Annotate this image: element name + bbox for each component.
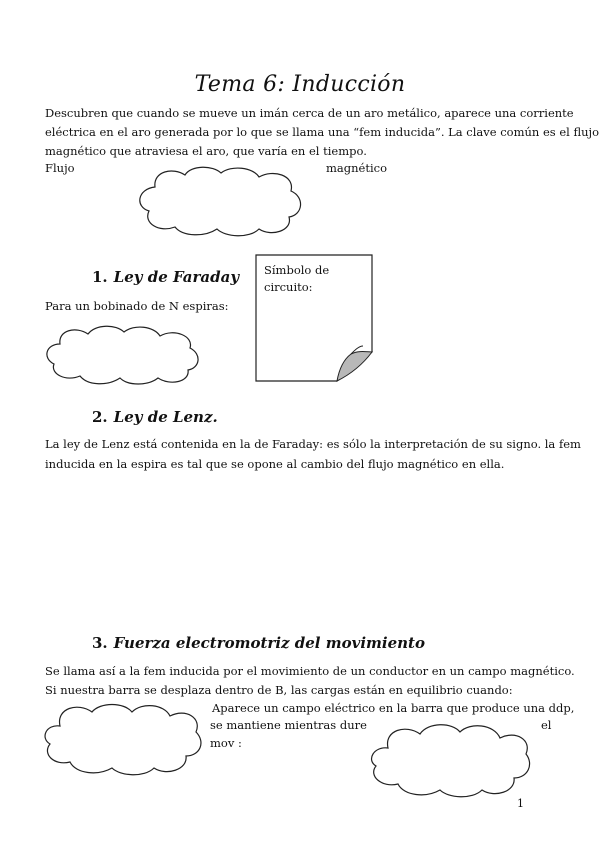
section-3-line-4a: se mantiene mientras dure <box>210 718 367 732</box>
flujo-label: Flujo <box>45 161 75 175</box>
section-1-text: Para un bobinado de N espiras: <box>45 299 229 313</box>
intro-line-3: magnético que atraviesa el aro, que varía en el tiempo. <box>45 144 367 158</box>
section-3-number: 3. <box>92 634 108 652</box>
section-3-line-5: mov : <box>210 736 242 750</box>
section-2-line-1: La ley de Lenz está contenida en la de Faraday: es sólo la interpretación de su signo. la fem <box>45 437 581 451</box>
section-2-title: Ley de Lenz. <box>113 408 218 426</box>
motion-left-cloud-shape <box>40 700 204 778</box>
page-number: 1 <box>517 797 524 810</box>
section-3-line-1: Se llama así a la fem inducida por el movimiento de un conductor en un campo magnético. <box>45 664 575 678</box>
note-line-1: Símbolo de <box>264 263 330 277</box>
section-3-title: Fuerza electromotriz del movimiento <box>113 634 425 652</box>
section-1-number: 1. <box>92 268 108 286</box>
flux-cloud-shape <box>133 163 309 239</box>
intro-line-1: Descubren que cuando se mueve un imán cerca de un aro metálico, aparece una corriente <box>45 106 574 120</box>
section-3-heading <box>92 634 425 652</box>
magnetico-label: magnético <box>326 161 387 175</box>
section-1-title: Ley de Faraday <box>113 268 240 286</box>
section-3-line-2: Si nuestra barra se desplaza dentro de B, las cargas están en equilibrio cuando: <box>45 683 513 697</box>
motion-right-cloud-shape <box>366 720 534 800</box>
section-2-line-2: inducida en la espira es tal que se opone al cambio del flujo magnético en ella. <box>45 457 505 471</box>
intro-line-2: eléctrica en el aro generada por lo que se llama una “fem inducida”. La clave común es el flujo <box>45 125 600 139</box>
page-title: Tema 6: Inducción <box>194 72 406 97</box>
section-2-number: 2. <box>92 408 108 426</box>
section-3-line-3: Aparece un campo eléctrico en la barra que produce una ddp, <box>212 701 575 715</box>
section-1-heading <box>92 268 239 286</box>
section-3-line-4b: el <box>541 718 552 732</box>
faraday-cloud-shape <box>42 324 202 386</box>
note-line-2: circuito: <box>264 280 313 294</box>
section-2-heading <box>92 408 218 426</box>
